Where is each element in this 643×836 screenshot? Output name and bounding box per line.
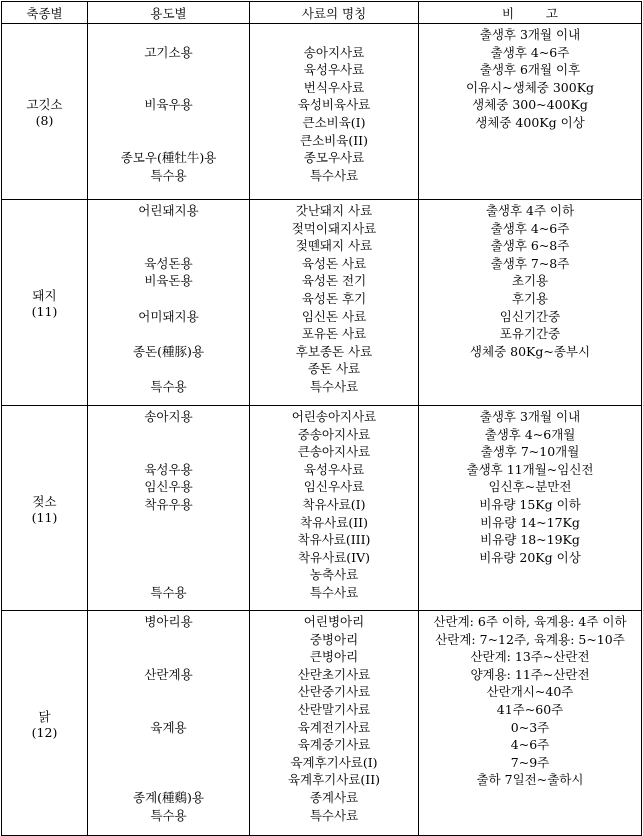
feed-name: 착유사료(I): [302, 496, 366, 512]
feed-name: 산란말기사료: [297, 701, 371, 717]
remark-text: 포유기간중: [499, 326, 561, 342]
use-label: 임신우용: [144, 479, 193, 495]
use-label: [88, 549, 249, 567]
header-species: 축종별: [2, 2, 88, 24]
feed-name: 어린병아리: [303, 614, 365, 629]
use-label: [88, 443, 249, 461]
remark-text: [419, 167, 641, 185]
use-label: [88, 426, 249, 444]
remark-text: 임신후~분만전: [488, 479, 572, 495]
remark-text: 산란개시~40주: [486, 684, 574, 700]
feed-name-cell: [250, 406, 419, 611]
feed-name: 특수사료: [309, 378, 359, 394]
remark-text: 이유시~생체중 300Kg: [465, 79, 595, 95]
use-label: [88, 237, 249, 255]
species-count: (11): [31, 304, 58, 319]
use-label: [88, 360, 249, 378]
remark-text: 출생후 3개월 이내: [479, 27, 581, 42]
feed-name: 착유사료(III): [297, 532, 371, 548]
use-label: 육성돈용: [144, 255, 193, 271]
use-label: 고기소용: [144, 44, 193, 60]
use-label: [88, 531, 249, 549]
feed-name: 어린송아지사료: [291, 409, 377, 424]
remark-text: [419, 584, 641, 602]
remark-text: 출생후 7~10개월: [480, 444, 580, 460]
species-name: 젖소: [32, 493, 57, 509]
feed-classification-table: [1, 1, 642, 836]
use-label: [88, 114, 249, 132]
remark-text: [419, 807, 641, 825]
use-label: 비육돈용: [144, 273, 193, 289]
feed-name: 육계후기사료(I): [290, 754, 378, 770]
species-count: (12): [31, 724, 58, 740]
table-row: [2, 406, 642, 611]
feed-name: 젖뗀돼지 사료: [295, 238, 373, 254]
remark-text: 출생후 4~6주: [490, 220, 570, 236]
table-row: [2, 200, 642, 406]
feed-name: 육계후기사료(II): [287, 772, 381, 788]
use-label: 산란계용: [144, 666, 193, 682]
header-row: [2, 2, 642, 24]
remark-text: 7~9주: [510, 754, 550, 770]
feed-name: 갓난돼지 사료: [295, 203, 373, 218]
use-label: 특수용: [150, 167, 187, 183]
remark-text: 양계용: 11주~산란전: [470, 666, 590, 682]
remark-text: [419, 132, 641, 150]
remark-text: [419, 789, 641, 807]
use-label: 비육우용: [144, 97, 193, 113]
use-label: 특수용: [150, 807, 187, 823]
use-label: 착유우용: [144, 496, 193, 512]
species-cell: [2, 406, 88, 611]
use-label: [88, 290, 249, 308]
remark-text: 산란계: 13주~산란전: [470, 649, 590, 665]
use-label: [88, 701, 249, 719]
use-label: 종계(種鷄)용: [133, 789, 204, 805]
feed-name: [250, 26, 418, 44]
feed-name: 종모우사료: [303, 150, 365, 166]
species-count: (11): [31, 509, 58, 525]
feed-name: 착유사료(II): [300, 514, 368, 530]
remark-text: 산란계: 7~12주, 육계용: 5~10주: [435, 631, 625, 647]
remark-text: 출생후 7~8주: [490, 255, 570, 271]
use-label: [88, 61, 249, 79]
remark-text: 출생후 3개월 이내: [479, 409, 581, 424]
remark-text: 임신기간중: [499, 308, 561, 324]
remarks-cell: [419, 611, 642, 836]
feed-name: 육성돈 후기: [301, 290, 367, 306]
remarks-cell: [419, 200, 642, 406]
remark-text: 41주~60주: [496, 701, 564, 717]
feed-name: 육계전기사료: [297, 719, 371, 735]
header-remarks: 비 고: [419, 2, 642, 24]
feed-name: 번식우사료: [303, 79, 365, 95]
remarks-cell: [419, 406, 642, 611]
use-label: [88, 26, 249, 44]
table-row: [2, 611, 642, 836]
use-cell: [88, 24, 250, 200]
remark-text: 출생후 11개월~임신전: [466, 461, 594, 477]
feed-name: 특수사료: [309, 167, 359, 183]
feed-name: 산란중기사료: [297, 684, 371, 700]
use-label: 병아리용: [144, 614, 193, 629]
use-label: [88, 771, 249, 789]
feed-name: 임신돈 사료: [301, 308, 367, 324]
feed-name: 육성돈 사료: [301, 255, 367, 271]
use-label: 특수용: [150, 584, 187, 600]
use-label: [88, 736, 249, 754]
use-label: [88, 79, 249, 97]
use-label: 송아지용: [144, 409, 193, 424]
remark-text: [419, 360, 641, 378]
remark-text: 생체중 80Kg~종부시: [469, 343, 591, 359]
use-label: [88, 648, 249, 666]
remark-text: 비유량 18~19Kg: [480, 532, 580, 548]
use-cell: [88, 611, 250, 836]
feed-name: 포유돈 사료: [301, 326, 367, 342]
remark-text: 후기용: [511, 290, 549, 306]
feed-name-cell: [250, 611, 419, 836]
use-label: [88, 325, 249, 343]
remark-text: 4~6주: [510, 737, 550, 753]
remark-text: 0~3주: [510, 719, 550, 735]
species-name: 닭: [38, 708, 51, 724]
remarks-cell: [419, 24, 642, 200]
feed-name: 육계중기사료: [297, 737, 371, 753]
species-cell: [2, 24, 88, 200]
use-label: 어린돼지용: [138, 203, 199, 218]
use-label: [88, 220, 249, 238]
feed-name: 젖먹이돼지사료: [291, 220, 377, 236]
use-label: [88, 132, 249, 150]
feed-name: 후보종돈 사료: [295, 343, 373, 359]
feed-name: 중송아지사료: [297, 426, 371, 442]
feed-name: 육성비육사료: [297, 97, 371, 113]
species-cell: [2, 200, 88, 406]
use-label: [88, 566, 249, 584]
use-label: [88, 631, 249, 649]
remark-text: 비유량 20Kg 이상: [479, 549, 581, 565]
feed-name: 육성우사료: [303, 62, 365, 78]
remark-text: 출생후 6개월 이후: [479, 62, 581, 78]
remark-text: [419, 566, 641, 584]
feed-name: 농축사료: [309, 567, 359, 583]
feed-name: 특수사료: [309, 584, 359, 600]
remark-text: 비유량 15Kg 이하: [479, 496, 581, 512]
use-label: [88, 754, 249, 772]
feed-name: 종돈 사료: [307, 361, 361, 377]
feed-name: 육성돈 전기: [301, 273, 367, 289]
use-label: 어미돼지용: [138, 308, 199, 324]
use-label: [88, 514, 249, 532]
use-label: 육성우용: [144, 461, 193, 477]
feed-name: 종계사료: [309, 789, 359, 805]
remark-text: 초기용: [511, 273, 549, 289]
species-count: (8): [35, 113, 54, 128]
remark-text: 출생후 4주 이하: [485, 203, 575, 218]
remark-text: 출생후 6~8주: [490, 238, 570, 254]
use-label: 육계용: [150, 719, 187, 735]
use-label: [88, 683, 249, 701]
header-feed-name: 사료의 명칭: [250, 2, 419, 24]
use-label: 종모우(種牡牛)용: [120, 150, 217, 166]
remark-text: 생체중 300~400Kg: [472, 97, 588, 113]
use-cell: [88, 200, 250, 406]
feed-name: 큰병아리: [309, 649, 359, 665]
remark-text: 비유량 14~17Kg: [480, 514, 580, 530]
remark-text: [419, 149, 641, 167]
header-use: 용도별: [88, 2, 250, 24]
table-row: [2, 24, 642, 200]
feed-name: 송아지사료: [303, 44, 365, 60]
use-label: 종돈(種豚)용: [133, 343, 204, 359]
feed-name: 임신우사료: [303, 479, 365, 495]
feed-name: 특수사료: [309, 807, 359, 823]
remark-text: 출생후 4~6개월: [484, 426, 576, 442]
species-name: 고깃소: [26, 97, 63, 112]
feed-name: 착유사료(IV): [297, 549, 371, 565]
use-label: 특수용: [150, 378, 187, 394]
remark-text: 생체중 400Kg 이상: [475, 114, 585, 130]
use-cell: [88, 406, 250, 611]
remark-text: 출하 7일전~출하시: [476, 772, 584, 788]
feed-name: 육성우사료: [303, 461, 365, 477]
feed-name: 큰소비육(II): [300, 132, 368, 148]
feed-name: 큰송아지사료: [297, 444, 371, 460]
species-name: 돼지: [32, 288, 57, 303]
feed-name: 큰소비육(I): [302, 114, 366, 130]
feed-name-cell: [250, 200, 419, 406]
remark-text: 출생후 4~6주: [490, 44, 570, 60]
species-cell: [2, 611, 88, 836]
feed-name-cell: [250, 24, 419, 200]
remark-text: [419, 378, 641, 396]
feed-name: 산란초기사료: [297, 666, 371, 682]
feed-name: 중병아리: [309, 631, 359, 647]
remark-text: 산란계: 6주 이하, 육계용: 4주 이하: [433, 614, 627, 629]
